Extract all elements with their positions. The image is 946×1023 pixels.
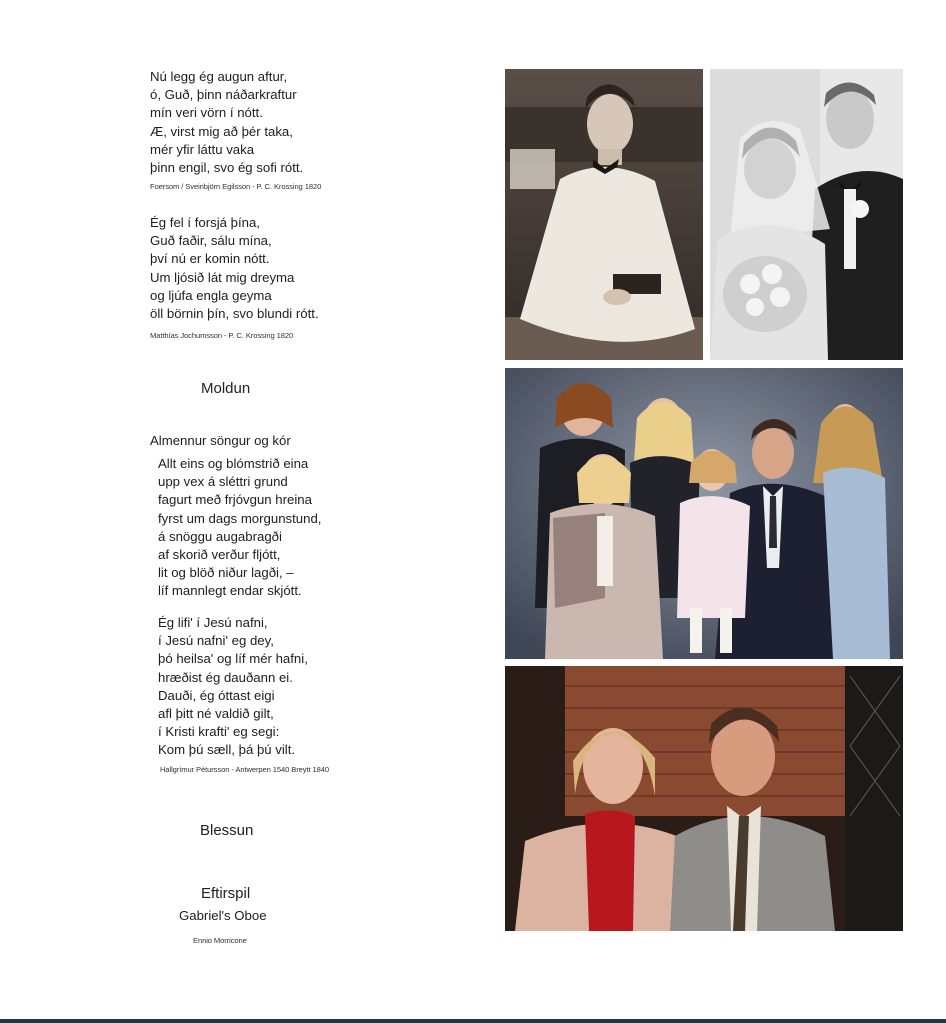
verse-line: Um ljósið lát mig dreyma [150,269,295,285]
verse-line: fagurt með frjóvgun hreina [158,492,312,508]
hymn-stanza-one [158,455,321,601]
verse-line: öll börnin þín, svo blundi rótt. [150,306,319,322]
verse-line: Kom þú sæll, þá þú vilt. [158,742,296,758]
prayer-two [150,214,319,323]
hymn-credit: Hallgrímur Pétursson - Antwerpen 1540 Breytt 1840 [160,765,330,774]
confirmation-photo [505,69,703,360]
verse-line: Dauði, ég óttast eigi [158,687,275,703]
postlude-composer: Ennio Morricone [193,936,247,945]
verse-line: fyrst um dags morgunstund, [158,510,322,526]
section-heading-blessun: Blessun [200,822,254,839]
prayer-two-credit: Matthías Jochumsson - P. C. Krossing 1820 [150,331,294,340]
verse-line: á snöggu augabragði [158,528,282,544]
verse-line: þinn engil, svo ég sofi rótt. [150,160,304,176]
verse-line: Ég lifi' í Jesú nafni, [158,615,268,630]
prayer-one [150,68,303,177]
section-heading-moldun: Moldun [201,380,251,397]
verse-line: í Jesú nafni' eg dey, [158,633,274,649]
bottom-rule [0,1019,946,1023]
couple-photo [505,666,903,931]
wedding-photo [710,69,903,360]
verse-line: Æ, virst mig að þér taka, [150,123,293,139]
verse-line: afl þitt né valdið gilt, [158,706,274,722]
postlude-title: Eftirspil [201,885,251,902]
verse-line: og ljúfa engla geyma [150,287,272,303]
verse-line: þó heilsa' og líf mér hafni, [158,651,308,667]
prayer-one-credit: Foersom / Sveinbjörn Egilsson - P. C. Krossing 1820 [150,182,322,191]
verse-line: af skorið verður fljótt, [158,547,281,563]
verse-line: Guð faðir, sálu mína, [150,233,272,249]
verse-line: mér yfir láttu vaka [150,141,255,157]
verse-line: í Kristi krafti' eg segi: [158,724,280,740]
verse-line: upp vex á sléttri grund [158,474,288,490]
verse-line: Nú legg ég augun aftur, [150,69,288,84]
verse-line: Ég fel í forsjá þína, [150,215,260,230]
hymn-subtitle: Almennur söngur og kór [150,433,291,448]
verse-line: Allt eins og blómstrið eina [158,456,309,471]
postlude-piece: Gabriel's Oboe [179,908,267,923]
hymn-stanza-two [158,614,308,760]
verse-line: ó, Guð, þinn náðarkraftur [150,87,297,103]
verse-line: því nú er komin nótt. [150,251,270,267]
family-photo [505,368,903,659]
verse-line: líf mannlegt endar skjótt. [158,583,302,599]
verse-line: lit og blöð niður lagði, – [158,565,294,581]
verse-line: hræðist ég dauðann ei. [158,669,293,685]
verse-line: mín veri vörn í nótt. [150,105,263,121]
